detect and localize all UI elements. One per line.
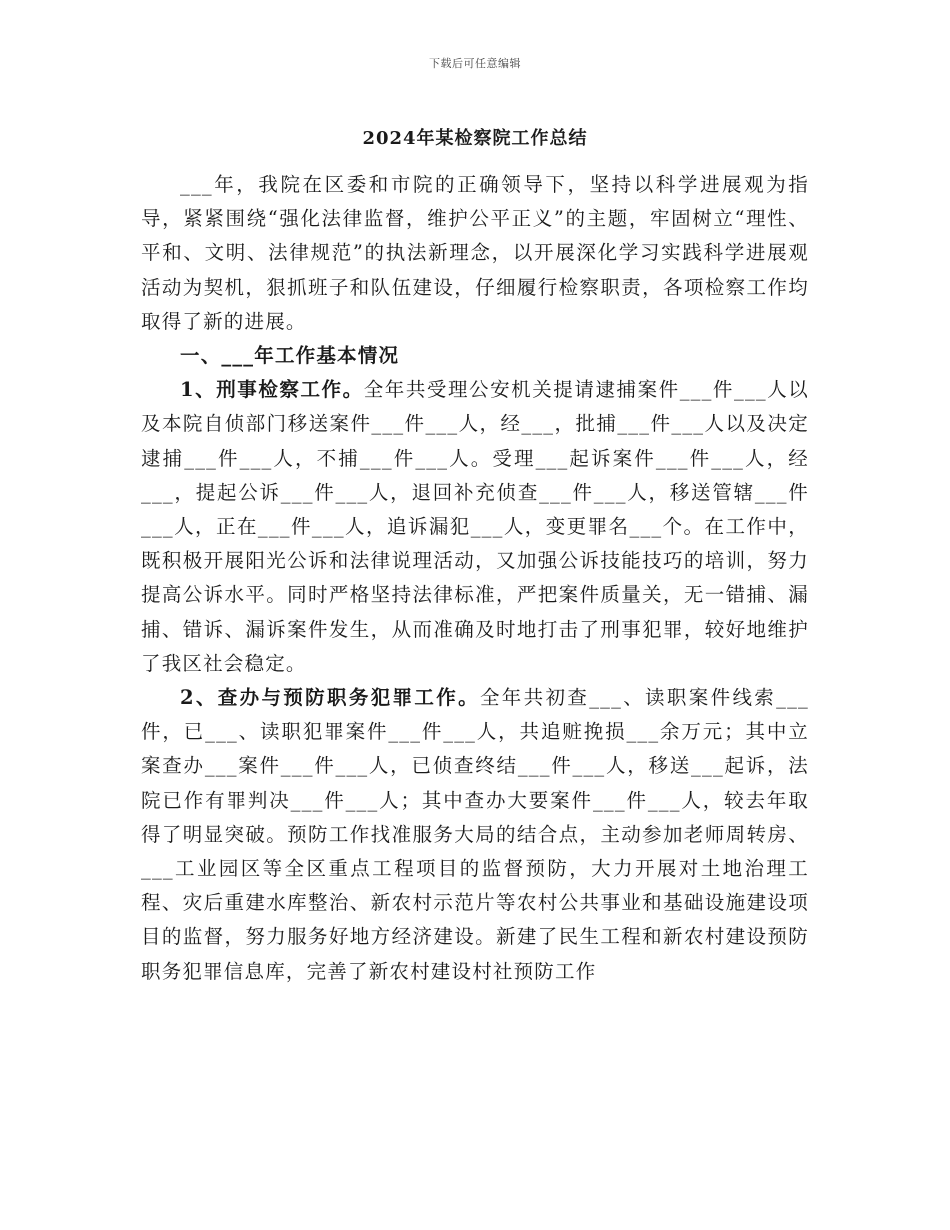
item-body-2: 全年共初查___、读职案件线索___件，已___、读职犯罪案件___件___人，共追赃挽损___余万元；其中立案查办___案件___件___人，已侦查终结___件___人，移送___起诉，法院已作有罪判决___件___人；其中查办大要案件___件___人，较去年取得了明显突破。预防工作找准服务大局的结合点，主动参加老师周转房、___工业园区等全区重点工程项目的监督预防，大力开展对土地治理工程、灾后重建水库整治、新农村示范片等农村公共事业和基础设施建设项目的监督，努力服务好地方经济建设。新建了民生工程和新农村建设预防职务犯罪信息库，完善了新农村建设村社预防工作 — [141, 686, 809, 983]
item-paragraph-1 — [141, 373, 809, 681]
item-paragraph-2 — [141, 681, 809, 989]
header-note: 下载后可任意编辑 — [429, 57, 521, 70]
document-title: 2024年某检察院工作总结 — [362, 128, 588, 149]
section-heading: 一、___年工作基本情况 — [180, 344, 400, 368]
item-lead-2: 2、查办与预防职务犯罪工作。 — [180, 686, 480, 710]
item-lead-1: 1、刑事检察工作。 — [180, 378, 364, 402]
item-body-1: 全年共受理公安机关提请逮捕案件___件___人以及本院自侦部门移送案件___件___人，经___，批捕___件___人以及决定逮捕___件___人，不捕___件___人。受理___起诉案件___件___人，经___，提起公诉___件___人，退回补充侦查___件___人，移送管辖___件___人，正在___件___人，追诉漏犯___人，变更罪名___个。在工作中，既积极开展阳光公诉和法律说理活动，又加强公诉技能技巧的培训，努力提高公诉水平。同时严格坚持法律标准，严把案件质量关，无一错捕、漏捕、错诉、漏诉案件发生，从而准确及时地打击了刑事犯罪，较好地维护了我区社会稳定。 — [141, 378, 809, 675]
document-body — [141, 168, 809, 989]
intro-paragraph: ___年，我院在区委和市院的正确领导下，坚持以科学进展观为指导，紧紧围绕“强化法律监督，维护公平正义”的主题，牢固树立“理性、平和、文明、法律规范”的执法新理念，以开展深化学习实践科学进展观活动为契机，狠抓班子和队伍建设，仔细履行检察职责，各项检察工作均取得了新的进展。 — [141, 173, 809, 333]
